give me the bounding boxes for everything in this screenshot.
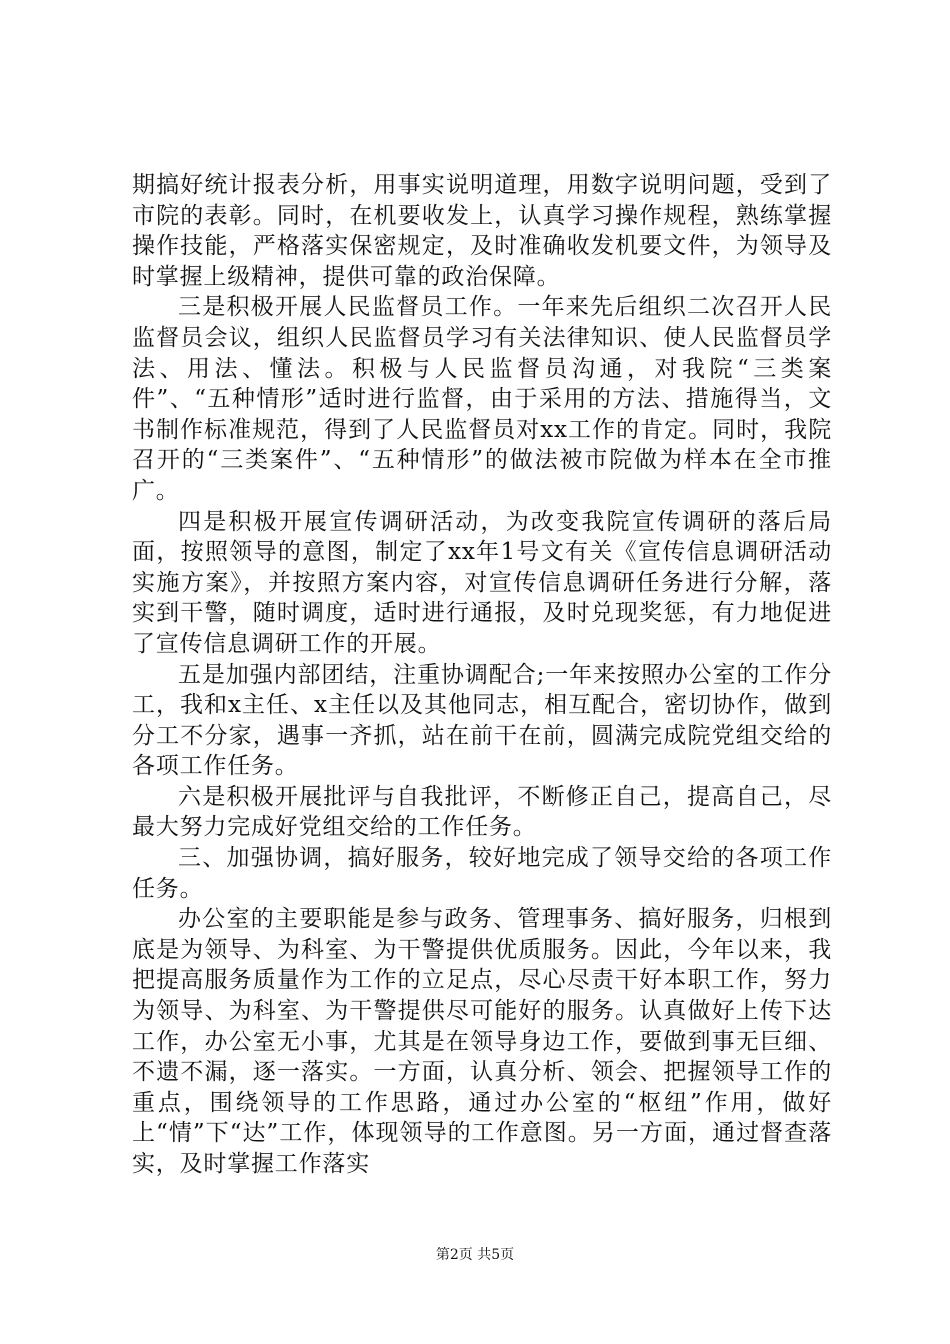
document-body [132,170,832,1180]
paragraph-office-functions: 办公室的主要职能是参与政务、管理事务、搞好服务，归根到底是为领导、为科室、为干警提供优质服务。因此，今年以来，我把提高服务质量作为工作的立足点，尽心尽责干好本职工作，努力为领导、为科室、为干警提供尽可能好的服务。认真做好上传下达工作，办公室无小事，尤其是在领导身边工作，要做到事无巨细、不遗不漏，逐一落实。一方面，认真分析、领会、把握领导工作的重点，围绕领导的工作思路，通过办公室的“枢纽”作用，做好上“情”下“达”工作，体现领导的工作意图。另一方面，通过督查落实，及时掌握工作落实 [132,906,832,1177]
paragraph-criticism: 六是积极开展批评与自我批评，不断修正自己，提高自己，尽最大努力完成好党组交给的工作任务。 [132,783,832,841]
paragraph-supervisors: 三是积极开展人民监督员工作。一年来先后组织二次召开人民监督员会议，组织人民监督员学习有关法律知识、使人民监督员学法、用法、懂法。积极与人民监督员沟通，对我院“三类案件”、“五种情形”适时进行监督，由于采用的方法、措施得当，文书制作标准规范，得到了人民监督员对xx工作的肯定。同时，我院召开的“三类案件”、“五种情形”的做法被市院做为样本在全市推广。 [132,294,832,504]
paragraph-unity: 五是加强内部团结，注重协调配合;一年来按照办公室的工作分工，我和x主任、x主任以及其他同志，相互配合，密切协作，做到分工不分家，遇事一齐抓，站在前干在前，圆满完成院党组交给的各项工作任务。 [132,661,832,780]
section-heading-coordination: 三、加强协调，搞好服务，较好地完成了领导交给的各项工作任务。 [132,845,832,902]
paragraph-continuation: 期搞好统计报表分析，用事实说明道理，用数字说明问题，受到了市院的表彰。同时，在机要收发上，认真学习操作规程，熟练掌握操作技能，严格落实保密规定，及时准确收发机要文件，为领导及时掌握上级精神，提供可靠的政治保障。 [132,172,832,290]
paragraph-publicity: 四是积极开展宣传调研活动，为改变我院宣传调研的落后局面，按照领导的意图，制定了xx年1号文有关《宣传信息调研活动实施方案》，并按照方案内容，对宣传信息调研任务进行分解，落实到干警，随时调度，适时进行通报，及时兑现奖惩，有力地促进了宣传信息调研工作的开展。 [132,508,832,657]
page-number-footer: 第2页 共5页 [435,1247,515,1263]
